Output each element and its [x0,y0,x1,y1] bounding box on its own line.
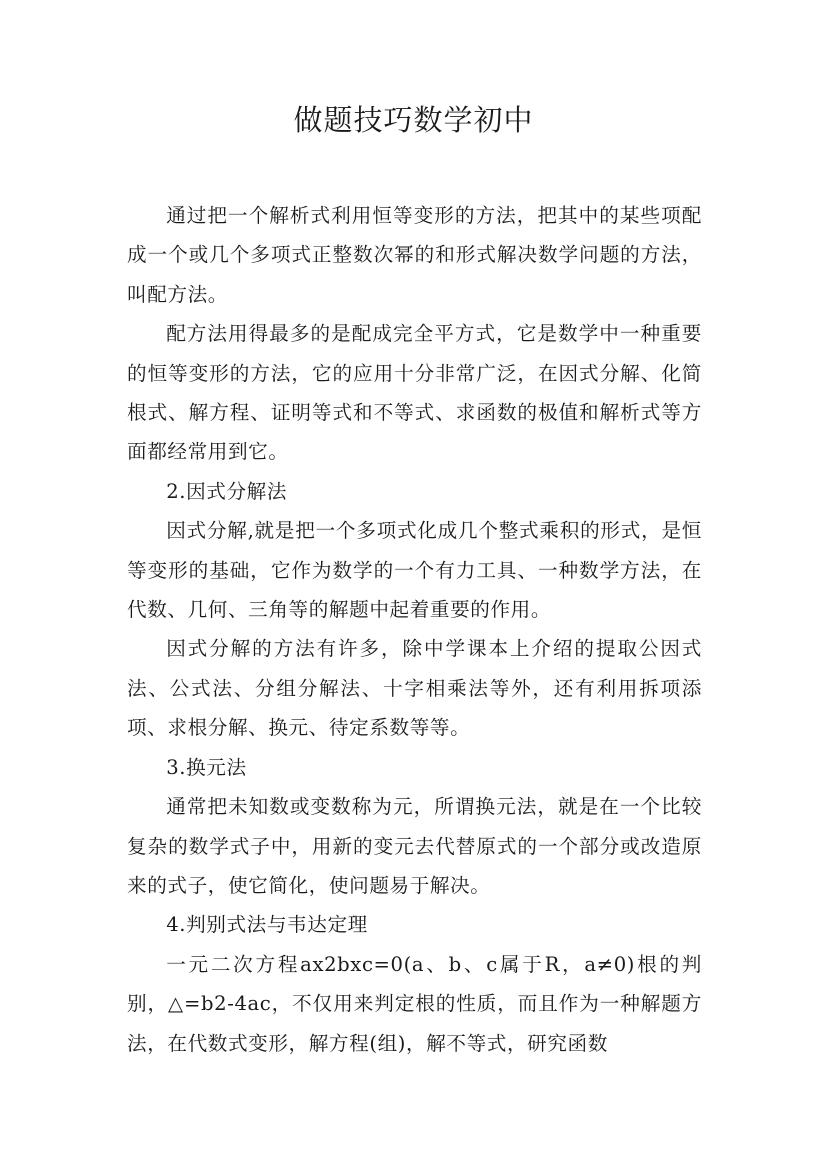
paragraph-factorization-definition: 因式分解,就是把一个多项式化成几个整式乘积的形式，是恒等变形的基础，它作为数学的一个有力工具、一种数学方法，在代数、几何、三角等的解题中起着重要的作用。 [127,519,702,622]
page-title: 做题技巧数学初中 [293,103,534,137]
paragraph-discriminant: 一元二次方程ax2bxc=0(a、b、c属于R，a≠0)根的判别，△=b2-4ac，不仅用来判定根的性质，而且作为一种解题方法，在代数式变形，解方程(组)，解不等式，研究函数 [127,952,702,1055]
section-heading-factorization: 2.因式分解法 [166,479,288,503]
document-body [127,196,702,1063]
section-heading-substitution: 3.换元法 [166,755,247,779]
paragraph-completing-square-usage: 配方法用得最多的是配成完全平方式，它是数学中一种重要的恒等变形的方法，它的应用十分非常广泛，在因式分解、化简根式、解方程、证明等式和不等式、求函数的极值和解析式等方面都经常用到它。 [127,322,702,464]
paragraph-substitution: 通常把未知数或变数称为元，所谓换元法，就是在一个比较复杂的数学式子中，用新的变元去代替原式的一个部分或改造原来的式子，使它简化，使问题易于解决。 [127,795,702,897]
section-heading-discriminant-vieta: 4.判别式法与韦达定理 [166,913,368,937]
paragraph-completing-square-intro: 通过把一个解析式利用恒等变形的方法，把其中的某些项配成一个或几个多项式正整数次幂的和形式解决数学问题的方法，叫配方法。 [127,204,702,306]
paragraph-factorization-methods: 因式分解的方法有许多，除中学课本上介绍的提取公因式法、公式法、分组分解法、十字相乘法等外，还有利用拆项添项、求根分解、换元、待定系数等等。 [127,637,702,740]
